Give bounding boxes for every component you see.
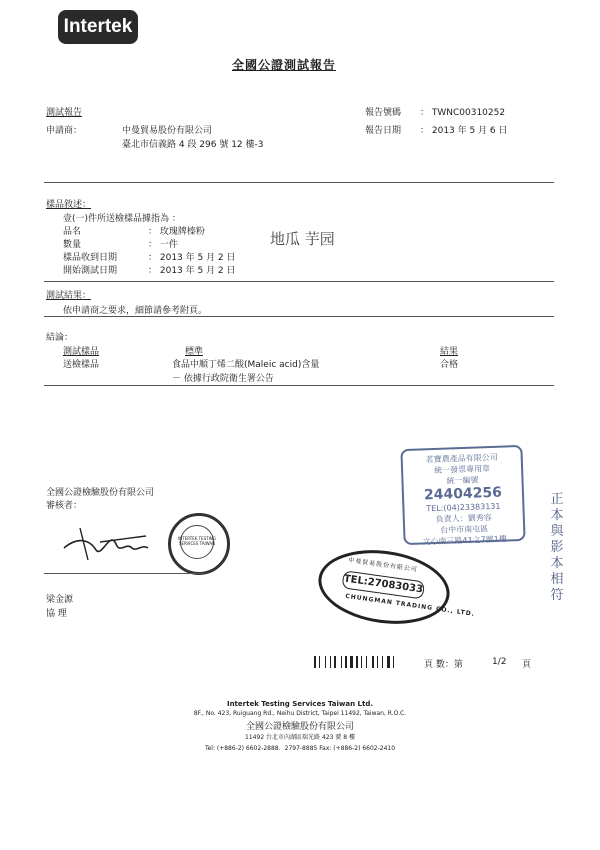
- report-date-label: 報告日期: [365, 126, 402, 136]
- footer-company-cn: 全國公證檢驗股份有限公司: [245, 722, 354, 732]
- sample-row-value: ： 2013 年 5 月 2 日: [148, 266, 236, 276]
- company-oval-stamp: 中曼貿易股份有限公司 TEL:27083033 CHUNGMAN TRADING CO., LTD.: [314, 542, 455, 632]
- applicant-name: 中曼貿易股份有限公司: [122, 126, 213, 136]
- barcode-bar: [382, 656, 383, 668]
- barcode-bar: [350, 656, 353, 668]
- col-header-standard: 標準: [185, 347, 204, 357]
- applicant-label: 申請商：: [46, 126, 83, 136]
- sample-row-label: 樣品收到日期: [63, 253, 118, 263]
- barcode-bar: [334, 656, 336, 668]
- conclusion-label: 結論：: [46, 333, 74, 343]
- signer-company: 全國公證檢驗股份有限公司: [46, 488, 155, 498]
- barcode-bar: [387, 656, 390, 668]
- applicant-address: 臺北市信義路 4 段 296 號 12 樓-3: [122, 140, 264, 150]
- footer-company-en: Intertek Testing Services Taiwan Ltd.: [226, 700, 374, 708]
- sample-row-value: ： 一件: [148, 240, 178, 250]
- handwritten-signature: [60, 518, 150, 566]
- handwritten-note: 地瓜 芋园: [270, 230, 335, 248]
- barcode-bar: [325, 656, 326, 668]
- result-value: 合格: [440, 360, 459, 370]
- reviewer-label: 審核者：: [46, 501, 83, 511]
- barcode: [314, 656, 412, 668]
- page-number: 1/2: [492, 657, 507, 667]
- invoice-stamp: 茗寶農產品有限公司 統一發票專用章 統一編號 24404256 TEL:(04)23383131 負責人：劉秀容 台中市南屯區 文心南三路41之7號1樓: [400, 445, 525, 545]
- certified-copy-stamp: 正本與影本相符: [550, 492, 564, 603]
- barcode-bar: [366, 656, 367, 668]
- barcode-bar: [377, 656, 378, 668]
- divider: [44, 385, 554, 386]
- report-date-value: ： 2013 年 5 月 6 日: [420, 126, 508, 136]
- report-section-label: 測試報告: [46, 108, 83, 118]
- intertek-logo: Intertek: [58, 10, 138, 44]
- barcode-bar: [393, 656, 394, 668]
- footer-address-cn: 11492 台北市內湖區瑞光路 423 號 8 樓: [245, 734, 355, 741]
- results-text: 依申請商之要求，細節請參考附頁。: [63, 306, 208, 316]
- signer-name: 梁金源: [46, 595, 74, 605]
- sample-row-label: 品名: [63, 227, 82, 237]
- sample-intro: 壹(一)件所送檢樣品據指為 ：: [63, 214, 181, 224]
- barcode-bar: [341, 656, 342, 668]
- standard-note: － 依據行政院衛生署公告: [172, 374, 274, 384]
- barcode-bar: [330, 656, 331, 668]
- sample-row-label: 開始測試日期: [63, 266, 118, 276]
- footer-phone: Tel: (+886-2) 6602-2888．2797-8885 Fax: (+886-2) 6602-2410: [204, 745, 396, 752]
- col-header-result: 結果: [440, 347, 459, 357]
- barcode-bar: [361, 656, 362, 668]
- signer-title: 協 理: [46, 609, 67, 619]
- barcode-bar: [319, 656, 320, 668]
- round-stamp: INTERTEK TESTING SERVICES TAIWAN: [168, 513, 230, 575]
- sample-label: 樣品敘述：: [46, 200, 92, 210]
- page-title: 全國公證測試報告: [232, 58, 337, 72]
- sample-row-value: ： 玫瑰牌榛粉: [148, 227, 205, 237]
- divider: [44, 182, 554, 183]
- report-no-label: 報告號碼: [365, 108, 402, 118]
- barcode-bar: [345, 656, 347, 668]
- barcode-bar: [356, 656, 358, 668]
- col-header-sample: 測試樣品: [63, 347, 100, 357]
- page-label: 頁 數：第: [424, 660, 463, 670]
- barcode-bar: [372, 656, 374, 668]
- divider: [44, 281, 554, 282]
- footer-address-en: 8F., No. 423, Ruiguang Rd., Neihu District, Taipei 11492, Taiwan, R.O.C.: [193, 710, 407, 717]
- sample-row-label: 數量: [63, 240, 82, 250]
- page-suffix: 頁: [522, 660, 532, 670]
- divider: [44, 573, 204, 574]
- results-label: 測試結果：: [46, 291, 92, 301]
- sample-row-value: ： 2013 年 5 月 2 日: [148, 253, 236, 263]
- report-no-value: ： TWNC00310252: [420, 108, 506, 118]
- sample-value: 送檢樣品: [63, 360, 100, 370]
- divider: [44, 316, 554, 317]
- barcode-bar: [314, 656, 316, 668]
- standard-value: 食品中順丁烯二酸(Maleic acid)含量: [172, 360, 320, 370]
